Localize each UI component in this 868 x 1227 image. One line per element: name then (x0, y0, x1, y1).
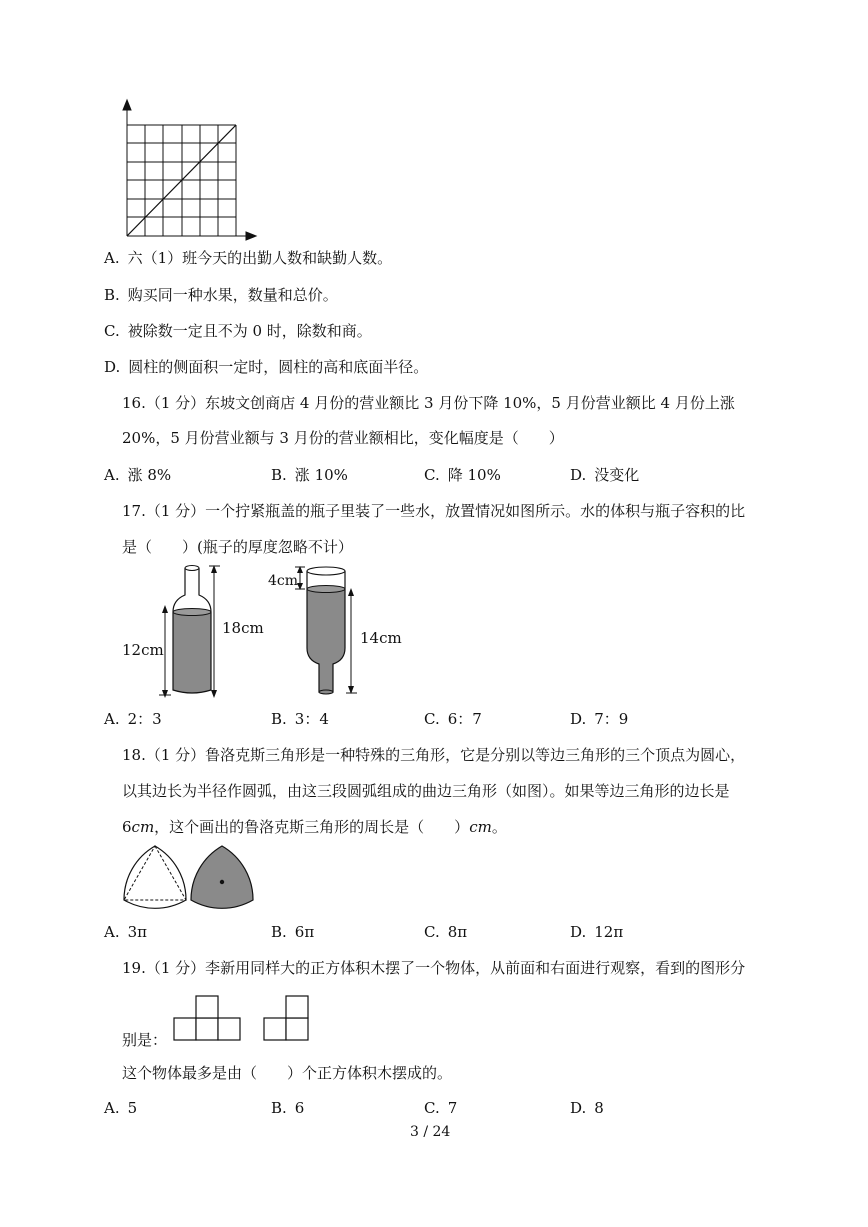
q17-option-a[interactable]: A. 2：3 (104, 710, 162, 728)
q19-option-b[interactable]: B. 6 (271, 1099, 305, 1117)
bottle-right-water-label: 14cm (360, 629, 402, 647)
q16-stem-line2: 20%，5 月份营业额与 3 月份的营业额相比，变化幅度是（ ） (122, 429, 564, 447)
q18-option-d[interactable]: D. 12π (570, 923, 624, 941)
q18-stem-line2: 以其边长为半径作圆弧，由这三段圆弧组成的曲边三角形（如图）。如果等边三角形的边长是 (122, 782, 730, 800)
q19-option-a[interactable]: A. 5 (104, 1099, 138, 1117)
q15-option-c[interactable]: C. 被除数一定且不为 0 时，除数和商。 (104, 322, 372, 340)
q19-stem-line2: 别是： (122, 1031, 168, 1049)
q16-option-b[interactable]: B. 涨 10% (271, 466, 348, 484)
bottle-left-total-label: 18cm (222, 619, 264, 637)
q17-stem-line2: 是（ ）(瓶子的厚度忽略不计） (122, 538, 353, 556)
q19-option-d[interactable]: D. 8 (570, 1099, 604, 1117)
bottle-right-air-label: 4cm (268, 573, 299, 589)
q18-stem-line3: 6cm，这个画出的鲁洛克斯三角形的周长是（ ）cm。 (122, 818, 507, 836)
q15-option-b[interactable]: B. 购买同一种水果，数量和总价。 (104, 286, 338, 304)
q17-option-b[interactable]: B. 3：4 (271, 710, 329, 728)
q16-option-a[interactable]: A. 涨 8% (104, 466, 172, 484)
page-number: 3 / 24 (410, 1124, 451, 1140)
q18-option-c[interactable]: C. 8π (424, 923, 468, 941)
q19-option-c[interactable]: C. 7 (424, 1099, 458, 1117)
bottle-left-water-label: 12cm (122, 641, 164, 659)
q18-stem-line1: 18.（1 分）鲁洛克斯三角形是一种特殊的三角形，它是分别以等边三角形的三个顶点为圆心， (122, 746, 746, 764)
q18-option-b[interactable]: B. 6π (271, 923, 315, 941)
q17-option-d[interactable]: D. 7：9 (570, 710, 629, 728)
q15-option-a[interactable]: A. 六（1）班今天的出勤人数和缺勤人数。 (104, 249, 393, 267)
q17-option-c[interactable]: C. 6：7 (424, 710, 482, 728)
q15-option-d[interactable]: D. 圆柱的侧面积一定时，圆柱的高和底面半径。 (104, 358, 429, 376)
q16-option-c[interactable]: C. 降 10% (424, 466, 501, 484)
q16-option-d[interactable]: D. 没变化 (570, 466, 640, 484)
q19-stem-line1: 19.（1 分）李新用同样大的正方体积木摆了一个物体，从前面和右面进行观察，看到的图形分 (122, 959, 746, 977)
q17-stem-line1: 17.（1 分）一个拧紧瓶盖的瓶子里装了一些水，放置情况如图所示。水的体积与瓶子容积的比 (122, 502, 746, 520)
q19-stem-line3: 这个物体最多是由（ ）个正方体积木摆成的。 (122, 1064, 453, 1082)
q16-stem-line1: 16.（1 分）东坡文创商店 4 月份的营业额比 3 月份下降 10%，5 月份营业额比 4 月份上涨 (122, 394, 735, 412)
q18-option-a[interactable]: A. 3π (104, 923, 148, 941)
